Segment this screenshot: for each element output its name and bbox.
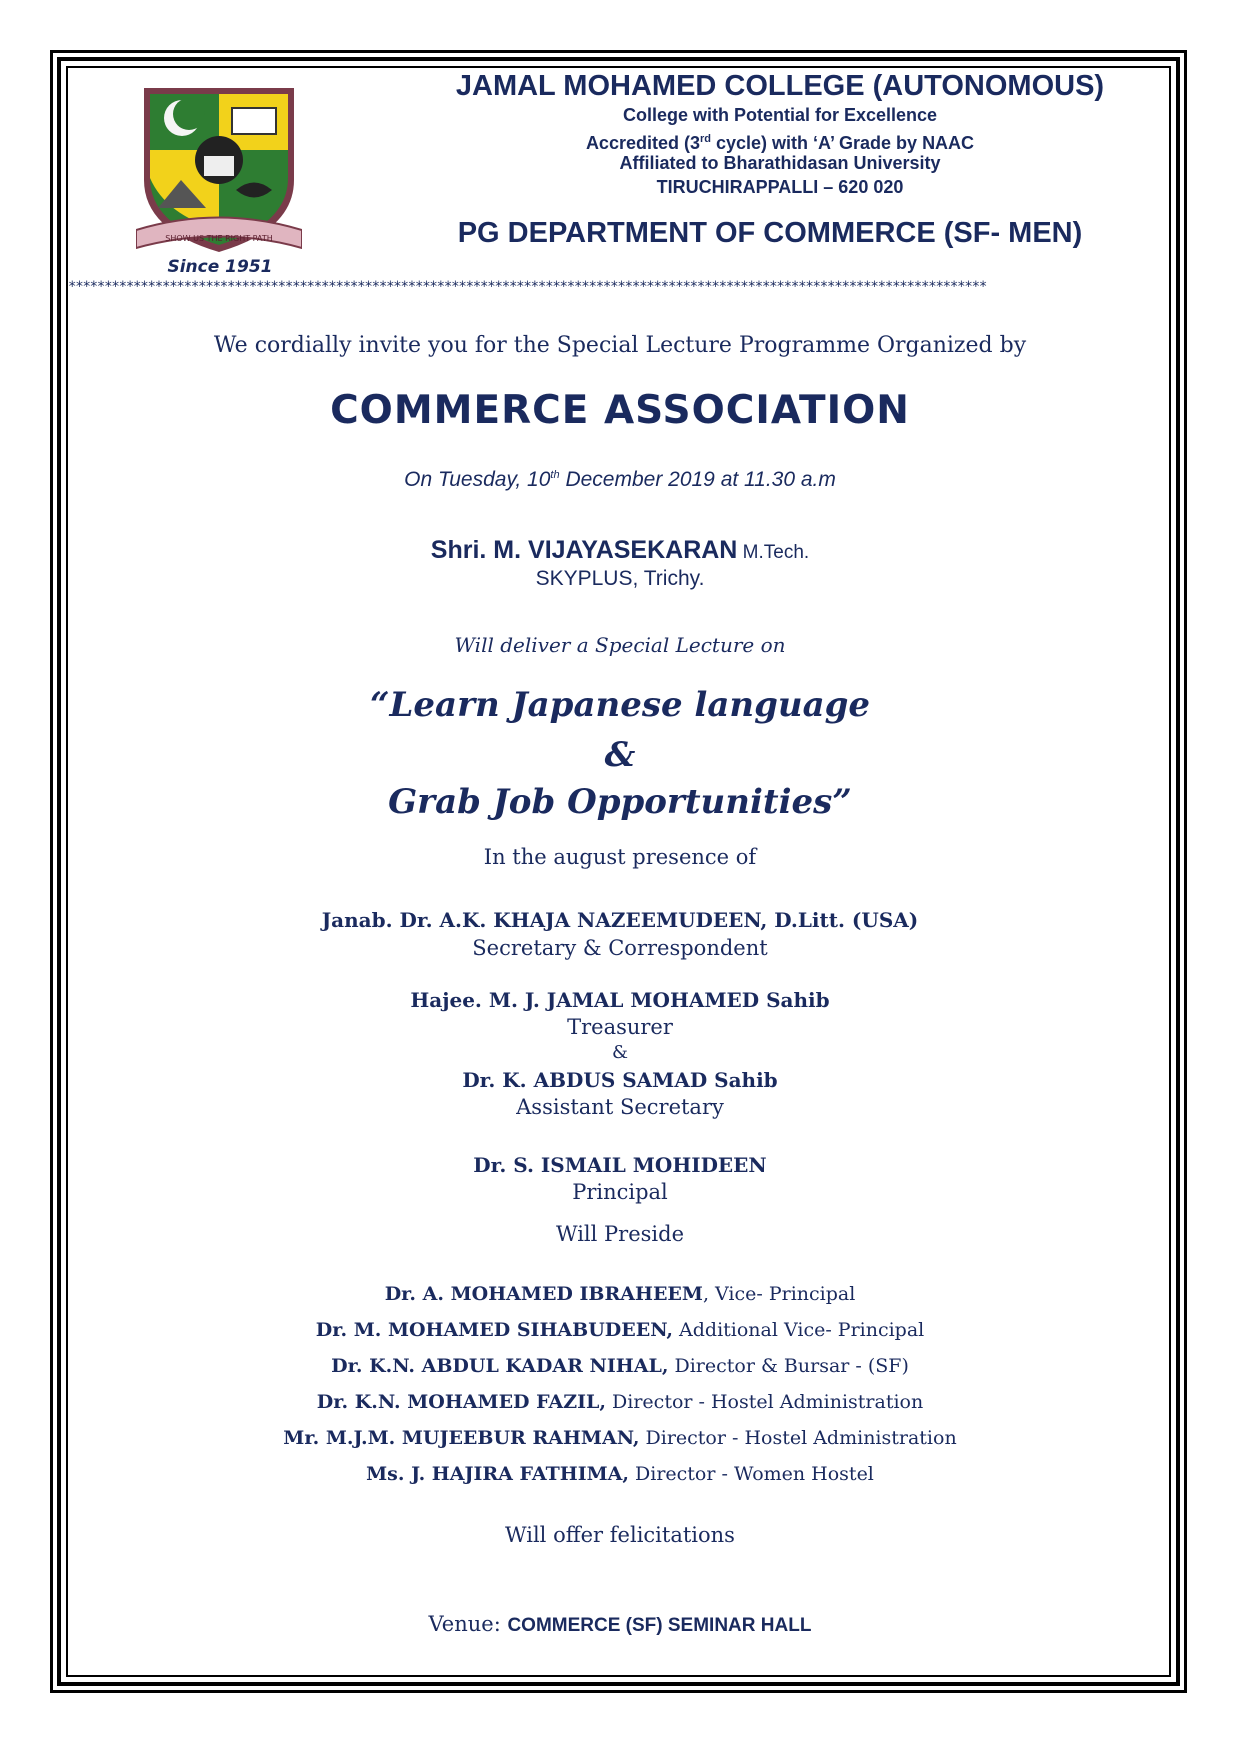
felicitator-role: Director & Bursar - (SF) [668,1355,909,1377]
accreditation-text-end: cycle) with ‘A’ Grade by NAAC [710,133,975,153]
association-title: COMMERCE ASSOCIATION [330,388,910,433]
date-text: On Tuesday, 10 [404,468,551,491]
felicitation-text: Will offer felicitations [505,1523,735,1547]
dignitary-name: Janab. Dr. A.K. KHAJA NAZEEMUDEEN, D.Litt. (USA) [321,908,919,932]
felicitator-name: Mr. M.J.M. MUJEEBUR RAHMAN, [283,1427,640,1449]
venue-place: COMMERCE (SF) SEMINAR HALL [507,1615,812,1636]
felicitator-role: Additional Vice- Principal [672,1319,925,1341]
felicitator-name: Dr. K.N. ABDUL KADAR NIHAL, [331,1355,669,1377]
address-line: TIRUCHIRAPPALLI – 620 020 [656,177,904,197]
felicitator-name: Dr. K.N. MOHAMED FAZIL, [316,1391,606,1413]
affiliation-line: Affiliated to Bharathidasan University [619,153,941,173]
deliver-text: Will deliver a Special Lecture on [454,633,786,657]
topic-line-1: “Learn Japanese language [369,685,871,725]
felicitator-line [120,1283,1120,1305]
topic-line-2: & [604,735,636,775]
felicitator-name: Dr. A. MOHAMED IBRAHEEM [384,1283,703,1305]
felicitator-role: Director - Hostel Administration [606,1391,924,1413]
since-year: Since 1951 [167,257,273,277]
dignitary-name: Dr. K. ABDUS SAMAD Sahib [462,1068,778,1092]
speaker-line [120,536,1120,565]
date-sup: th [550,469,560,481]
presence-text: In the august presence of [483,845,757,869]
dignitary-role: Assistant Secretary [516,1095,724,1119]
department-title: PG DEPARTMENT OF COMMERCE (SF- MEN) [457,217,1083,249]
felicitator-role: Director - Hostel Administration [639,1427,957,1449]
invitation-text: We cordially invite you for the Special Lecture Programme Organized by [213,333,1027,358]
venue-label: Venue: [428,1612,508,1636]
accreditation-text: Accredited (3 [585,133,700,153]
dignitary-role: Principal [572,1180,668,1204]
preside-text: Will Preside [556,1222,684,1246]
felicitator-role: , Vice- Principal [702,1283,856,1305]
felicitator-line [120,1319,1120,1341]
crest-motto: SHOW US THE RIGHT PATH [165,234,273,243]
event-date [120,468,1120,492]
dignitary-role: Treasurer [567,1015,673,1039]
college-name: JAMAL MOHAMED COLLEGE (AUTONOMOUS) [455,70,1105,102]
accreditation-sup: rd [699,133,711,145]
felicitator-line [120,1427,1120,1449]
college-tagline: College with Potential for Excellence [622,105,938,125]
star-divider: ******************************************************************************************************************************* [68,279,987,295]
dignitary-name: Dr. S. ISMAIL MOHIDEEN [473,1153,767,1177]
speaker-organization: SKYPLUS, Trichy. [535,567,705,590]
felicitator-line [120,1463,1120,1485]
date-text-end: December 2019 at 11.30 a.m [559,468,836,491]
dignitary-role: Secretary & Correspondent [472,936,768,960]
felicitator-name: Ms. J. HAJIRA FATHIMA, [366,1463,629,1485]
topic-line-3: Grab Job Opportunities” [388,782,852,822]
felicitator-role: Director - Women Hostel [628,1463,874,1485]
venue-line [120,1612,1120,1637]
felicitator-name: Dr. M. MOHAMED SIHABUDEEN, [315,1319,673,1341]
felicitator-line [120,1355,1120,1377]
felicitator-line [120,1391,1120,1413]
dignitary-name: Hajee. M. J. JAMAL MOHAMED Sahib [410,988,830,1012]
speaker-degree: M.Tech. [737,542,810,563]
college-crest-logo [136,80,302,256]
ampersand: & [611,1042,629,1063]
speaker-name: Shri. M. VIJAYASEKARAN [430,536,738,564]
